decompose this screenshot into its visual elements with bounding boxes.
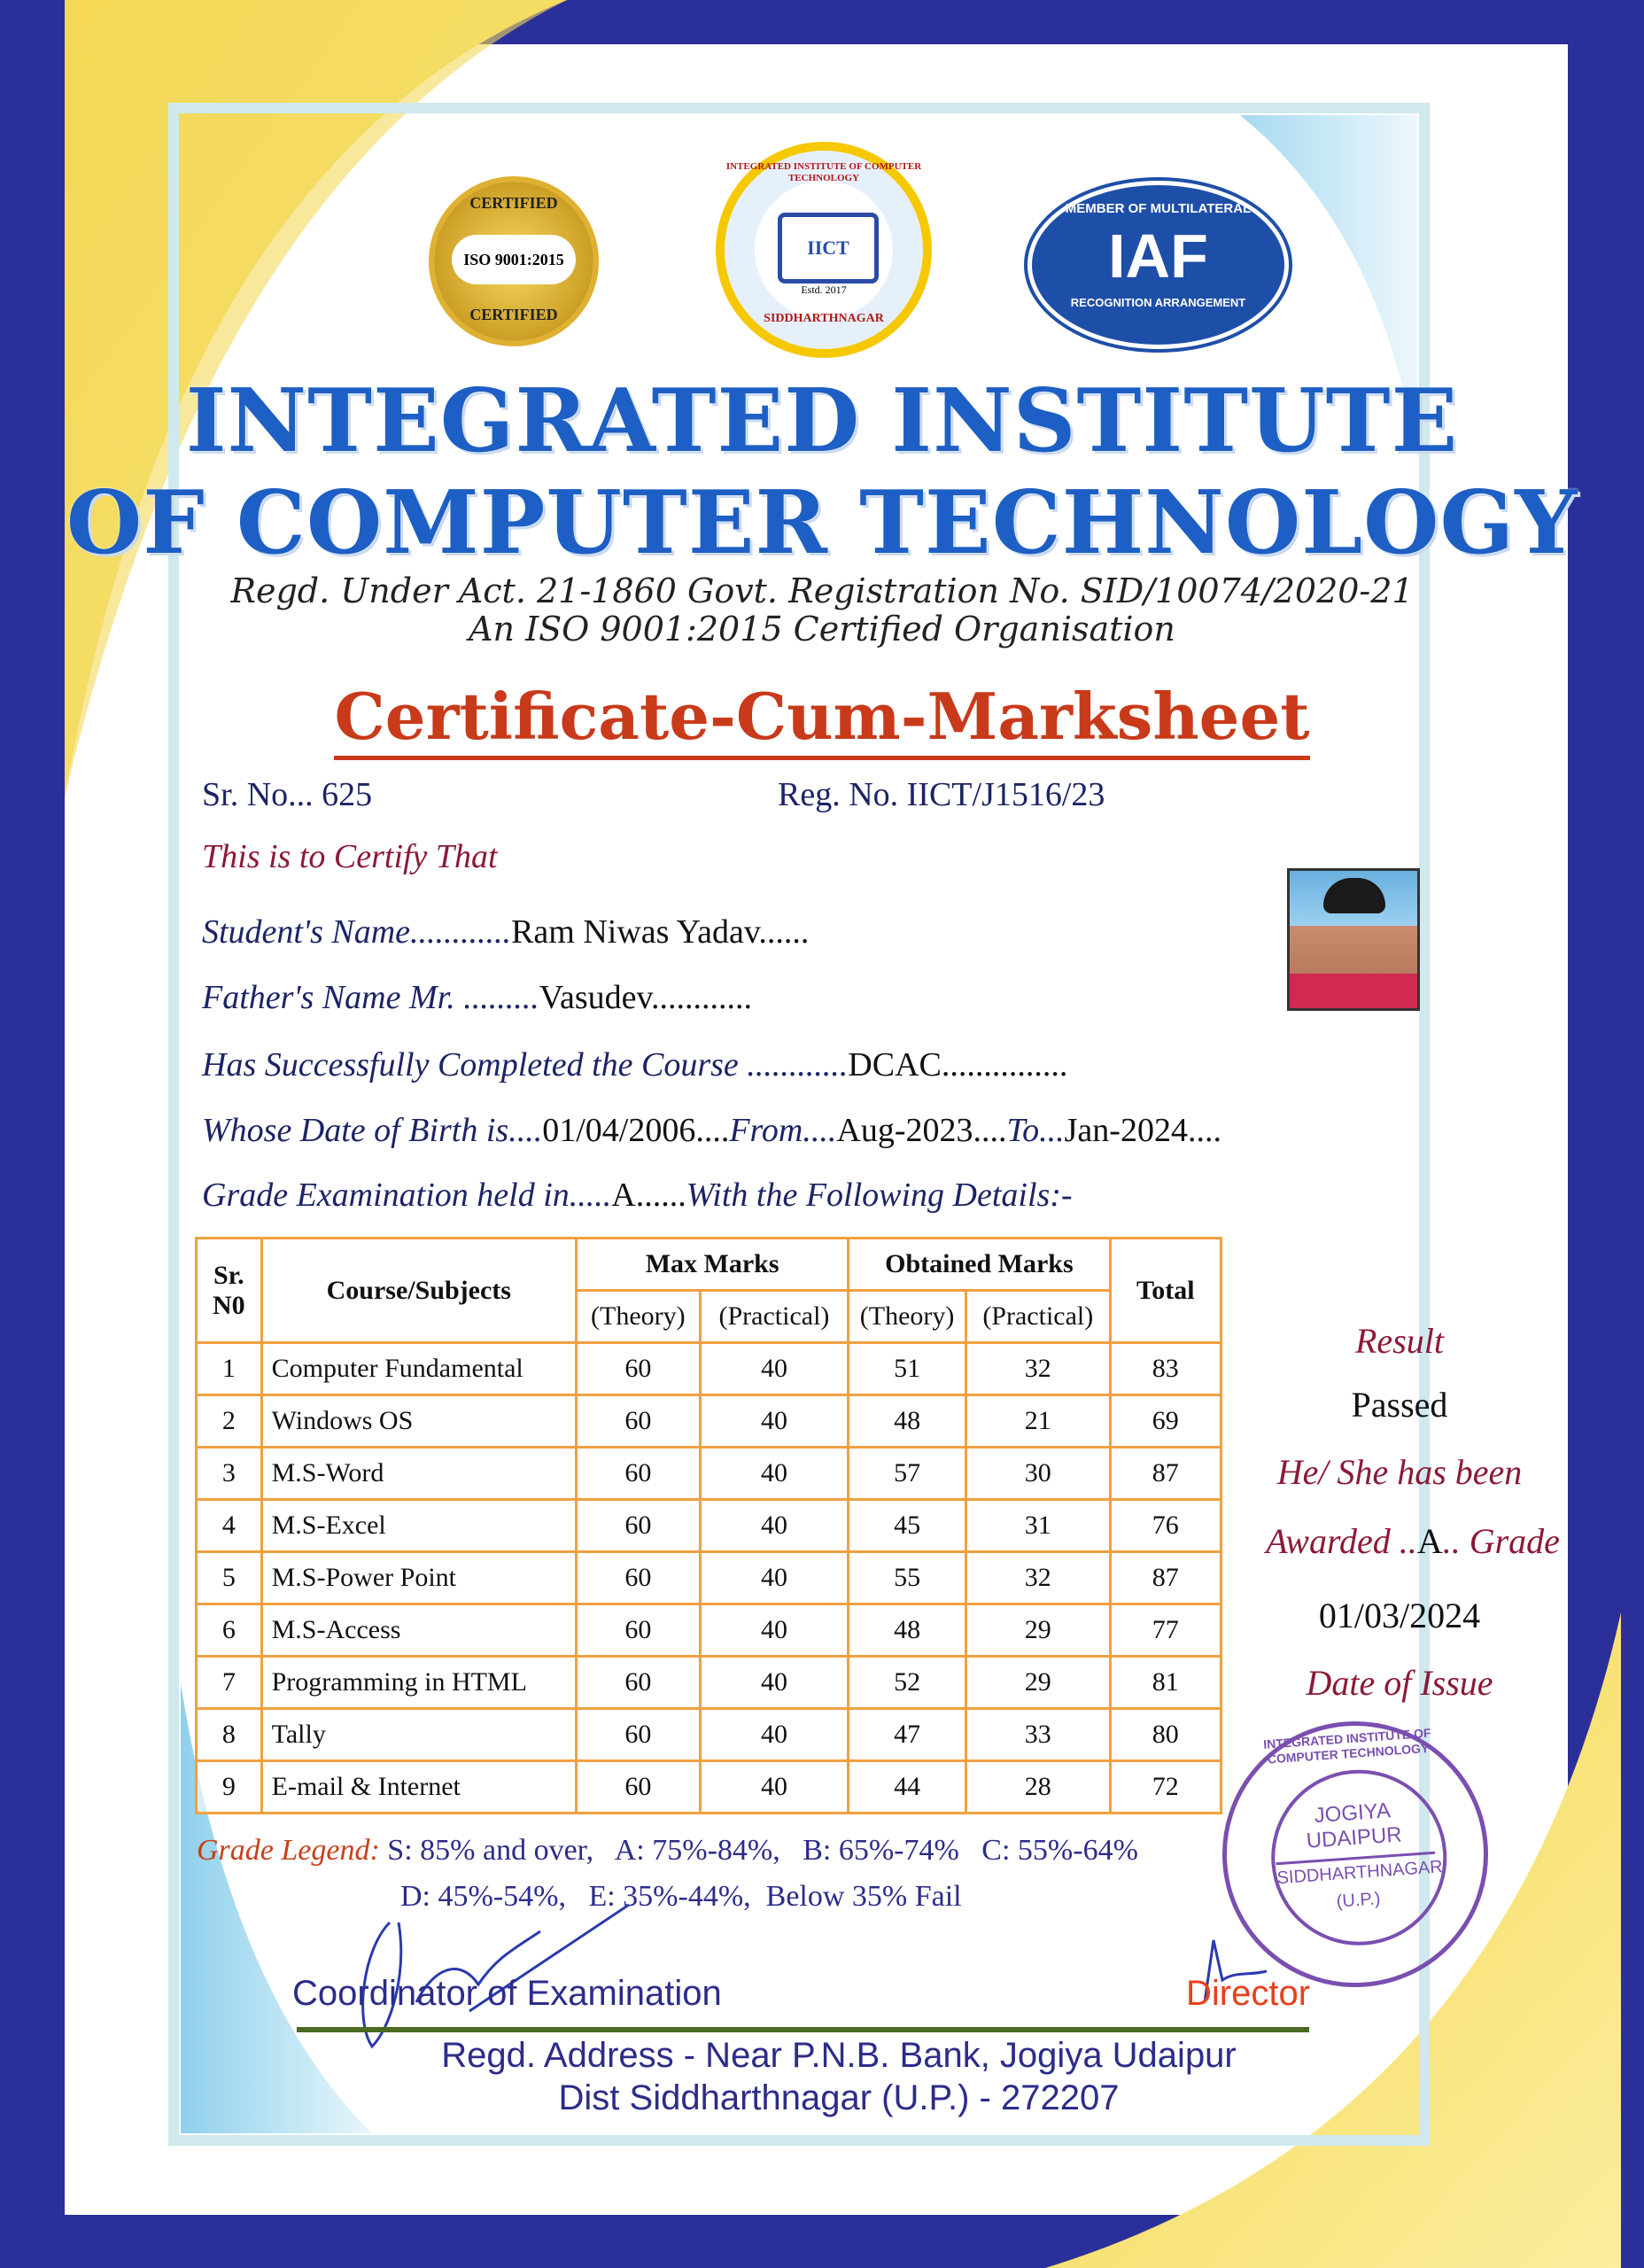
- cell-ob-t: 55: [849, 1552, 966, 1604]
- registration-number: Reg. No. IICT/J1516/23: [778, 776, 1105, 813]
- student-name-value: Ram Niwas Yadav......: [511, 913, 810, 951]
- cell-subject: M.S-Access: [261, 1604, 576, 1657]
- cell-subject: M.S-Excel: [261, 1500, 576, 1552]
- cell-total: 83: [1110, 1343, 1221, 1395]
- cell-ob-p: 29: [965, 1657, 1110, 1709]
- stamp-line3: SIDDHARTHNAGAR: [1276, 1852, 1437, 1889]
- cell-subject: E-mail & Internet: [261, 1761, 576, 1814]
- cell-ob-t: 48: [849, 1395, 966, 1448]
- certify-text: This is to Certify That: [202, 838, 498, 875]
- header-subject: Course/Subjects: [261, 1239, 576, 1343]
- iso-seal-bottom: CERTIFIED: [469, 306, 558, 323]
- father-name-label: Father's Name Mr. .........: [202, 979, 539, 1016]
- grade-exam-value: A......: [611, 1177, 686, 1214]
- cell-ob-p: 32: [965, 1552, 1110, 1604]
- document-title-wrap: [0, 678, 1644, 760]
- cell-ob-p: 33: [965, 1709, 1110, 1761]
- director-label: Director: [1186, 1974, 1311, 2013]
- cell-ob-t: 52: [849, 1657, 966, 1709]
- to-value: Jan-2024....: [1064, 1112, 1221, 1149]
- cell-ob-t: 45: [849, 1500, 966, 1552]
- institute-title-line1: INTEGRATED INSTITUTE: [185, 370, 1459, 472]
- iso-line: An ISO 9001:2015 Certified Organisation: [469, 610, 1175, 649]
- father-name-line: [202, 978, 752, 1017]
- father-name-value: Vasudev............: [539, 979, 753, 1016]
- cell-sr: 7: [197, 1657, 262, 1709]
- details-label: With the Following Details:-: [686, 1177, 1073, 1214]
- cell-max-p: 40: [700, 1657, 849, 1709]
- coordinator-label: Coordinator of Examination: [292, 1974, 722, 2013]
- cell-ob-p: 28: [965, 1761, 1110, 1814]
- stamp-ring-text: INTEGRATED INSTITUTE OF COMPUTER TECHNOLOGY: [1262, 1725, 1431, 1767]
- cell-max-p: 40: [700, 1395, 849, 1448]
- cell-sr: 3: [197, 1448, 262, 1500]
- cell-sr: 4: [197, 1500, 262, 1552]
- iso-certified-seal: [434, 182, 593, 341]
- address-line1: Regd. Address - Near P.N.B. Bank, Jogiya Udaipur: [441, 2036, 1237, 2075]
- cell-subject: Computer Fundamental: [261, 1343, 576, 1395]
- cell-max-p: 40: [700, 1343, 849, 1395]
- table-row: [197, 1395, 1221, 1448]
- table-row: [197, 1604, 1221, 1657]
- awarded-grade: A: [1416, 1521, 1443, 1561]
- table-row: [197, 1552, 1221, 1604]
- serial-number: Sr. No... 625: [202, 776, 373, 813]
- institute-seal-estd: Estd. 2017: [801, 284, 847, 296]
- institute-seal-ring-text: INTEGRATED INSTITUTE OF COMPUTER TECHNOLOGY: [725, 161, 922, 183]
- cell-sr: 1: [197, 1343, 262, 1395]
- cell-max-t: 60: [577, 1395, 701, 1448]
- grade-legend-label: Grade Legend:: [197, 1834, 380, 1867]
- grade-exam-line: [202, 1176, 1073, 1215]
- iaf-logo: [1028, 181, 1289, 349]
- header-max-practical: (Practical): [700, 1291, 849, 1343]
- awarded-line2: [1236, 1520, 1590, 1562]
- stamp-line4: (U.P.): [1336, 1889, 1382, 1912]
- cell-sr: 5: [197, 1552, 262, 1604]
- result-label: Result: [1355, 1321, 1444, 1361]
- cell-total: 81: [1110, 1657, 1221, 1709]
- table-row: [197, 1761, 1221, 1814]
- cell-max-t: 60: [577, 1761, 701, 1814]
- cell-ob-p: 31: [965, 1500, 1110, 1552]
- cell-subject: M.S-Power Point: [261, 1552, 576, 1604]
- institute-seal-monogram: IICT: [778, 213, 879, 284]
- to-label: To...: [1006, 1112, 1065, 1149]
- grade-legend: [197, 1834, 1138, 1868]
- cell-max-t: 60: [577, 1343, 701, 1395]
- cell-max-p: 40: [700, 1448, 849, 1500]
- cell-total: 80: [1110, 1709, 1221, 1761]
- institute-seal-logo: [716, 142, 932, 358]
- cell-max-t: 60: [577, 1448, 701, 1500]
- issue-date-label: Date of Issue: [1306, 1663, 1493, 1703]
- cell-max-p: 40: [700, 1709, 849, 1761]
- header-max-marks: Max Marks: [577, 1239, 849, 1291]
- student-name-line: [202, 913, 809, 951]
- cell-max-t: 60: [577, 1657, 701, 1709]
- footer-divider: [297, 2027, 1309, 2032]
- course-line: [202, 1045, 1067, 1084]
- stamp-line1: JOGIYA: [1313, 1798, 1392, 1829]
- cell-total: 69: [1110, 1395, 1221, 1448]
- cell-ob-t: 51: [849, 1343, 966, 1395]
- table-row: [197, 1500, 1221, 1552]
- student-photo: [1287, 868, 1420, 1011]
- iaf-top-text: MEMBER OF MULTILATERAL: [1065, 201, 1252, 216]
- stamp-line2: UDAIPUR: [1305, 1822, 1403, 1853]
- cell-sr: 6: [197, 1604, 262, 1657]
- dob-value: 01/04/2006....: [542, 1112, 730, 1149]
- cell-sr: 2: [197, 1395, 262, 1448]
- iso-seal-top: CERTIFIED: [469, 194, 558, 212]
- cell-subject: Windows OS: [261, 1395, 576, 1448]
- registration-line: Regd. Under Act. 21-1860 Govt. Registration No. SID/10074/2020-21: [230, 571, 1414, 610]
- cell-max-t: 60: [577, 1552, 701, 1604]
- header-obtained-practical: (Practical): [965, 1291, 1110, 1343]
- cell-max-t: 60: [577, 1604, 701, 1657]
- cell-ob-p: 30: [965, 1448, 1110, 1500]
- cell-ob-t: 48: [849, 1604, 966, 1657]
- cell-ob-t: 57: [849, 1448, 966, 1500]
- cell-max-p: 40: [700, 1761, 849, 1814]
- document-title: Certificate-Cum-Marksheet: [334, 678, 1309, 760]
- header-max-theory: (Theory): [577, 1291, 701, 1343]
- iaf-bottom-text: RECOGNITION ARRANGEMENT: [1070, 296, 1246, 309]
- cell-max-p: 40: [700, 1552, 849, 1604]
- cell-max-t: 60: [577, 1500, 701, 1552]
- cell-subject: Programming in HTML: [261, 1657, 576, 1709]
- cell-subject: Tally: [261, 1709, 576, 1761]
- course-value: DCAC...............: [848, 1046, 1068, 1084]
- header-total: Total: [1110, 1239, 1221, 1343]
- cell-subject: M.S-Word: [261, 1448, 576, 1500]
- photo-hair: [1323, 878, 1385, 913]
- cell-sr: 8: [197, 1709, 262, 1761]
- cell-ob-t: 44: [849, 1761, 966, 1814]
- iso-seal-text: ISO 9001:2015: [452, 235, 576, 284]
- from-label: From....: [729, 1112, 837, 1149]
- header-obtained-marks: Obtained Marks: [849, 1239, 1110, 1291]
- grade-exam-label: Grade Examination held in.....: [202, 1177, 612, 1214]
- cell-sr: 9: [197, 1761, 262, 1814]
- cell-ob-t: 47: [849, 1709, 966, 1761]
- cell-total: 87: [1110, 1552, 1221, 1604]
- from-value: Aug-2023....: [836, 1112, 1007, 1149]
- cell-max-p: 40: [700, 1500, 849, 1552]
- cell-total: 77: [1110, 1604, 1221, 1657]
- iaf-mark: IAF: [1108, 221, 1208, 291]
- grade-legend-line1: S: 85% and over, A: 75%-84%, B: 65%-74% C: 55%-64%: [387, 1834, 1138, 1867]
- dob-label: Whose Date of Birth is....: [202, 1112, 543, 1149]
- cell-ob-p: 32: [965, 1343, 1110, 1395]
- issue-date: 01/03/2024: [1318, 1596, 1481, 1635]
- marks-table: [195, 1237, 1222, 1814]
- table-row: [197, 1709, 1221, 1761]
- awarded-prefix: Awarded ..: [1266, 1521, 1417, 1561]
- dob-line: [202, 1111, 1221, 1150]
- cell-max-t: 60: [577, 1709, 701, 1761]
- institute-seal-city: SIDDHARTHNAGAR: [764, 312, 884, 325]
- header-obtained-theory: (Theory): [849, 1291, 966, 1343]
- grade-legend-line2: D: 45%-54%, E: 35%-44%, Below 35% Fail: [400, 1880, 962, 1913]
- student-name-label: Student's Name............: [202, 913, 512, 951]
- cell-ob-p: 21: [965, 1395, 1110, 1448]
- cell-total: 87: [1110, 1448, 1221, 1500]
- address-line2: Dist Siddharthnagar (U.P.) - 272207: [558, 2078, 1120, 2117]
- table-row: [197, 1657, 1221, 1709]
- awarded-line1: He/ She has been: [1276, 1452, 1523, 1492]
- table-row: [197, 1448, 1221, 1500]
- cell-total: 72: [1110, 1761, 1221, 1814]
- result-value: Passed: [1351, 1385, 1448, 1425]
- cell-ob-p: 29: [965, 1604, 1110, 1657]
- cell-max-p: 40: [700, 1604, 849, 1657]
- header-sr: Sr. N0: [197, 1239, 262, 1343]
- awarded-suffix: .. Grade: [1442, 1521, 1560, 1561]
- institute-title-line2: OF COMPUTER TECHNOLOGY: [66, 472, 1578, 574]
- cell-total: 76: [1110, 1500, 1221, 1552]
- course-label: Has Successfully Completed the Course ............: [202, 1046, 849, 1084]
- table-row: [197, 1343, 1221, 1395]
